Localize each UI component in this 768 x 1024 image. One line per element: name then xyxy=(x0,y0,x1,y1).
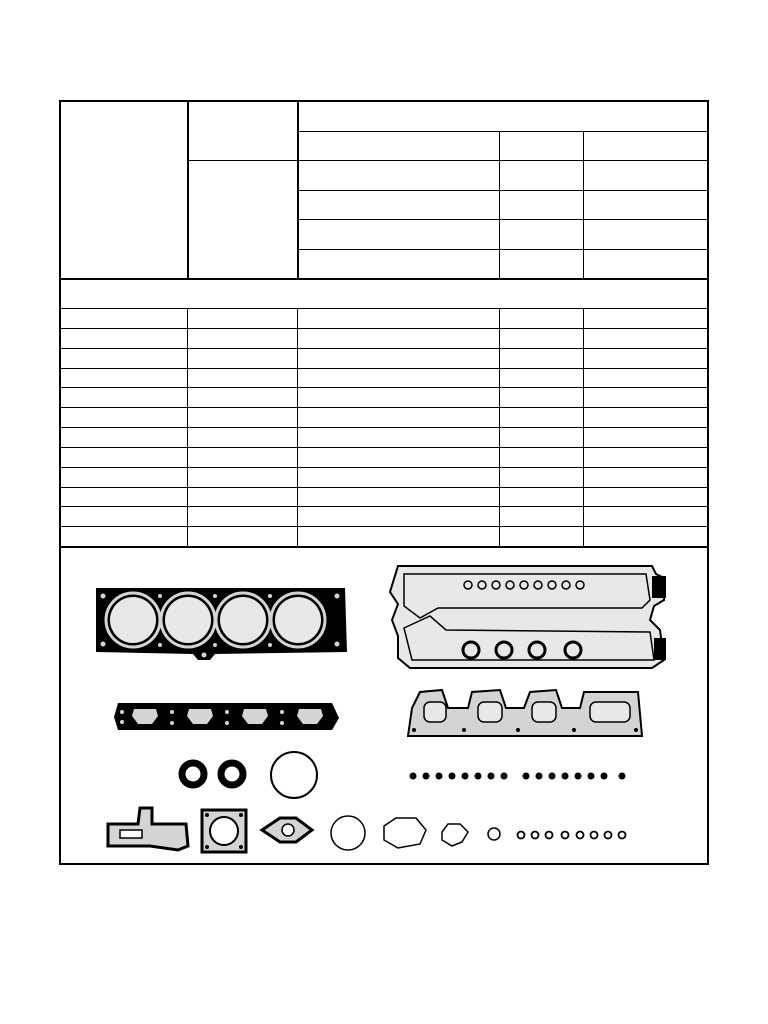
oil-seal-icon xyxy=(182,763,243,785)
valve-stem-seal-icon xyxy=(410,773,626,780)
o-ring-icon xyxy=(518,832,626,839)
water-pump-gasket-icon xyxy=(262,818,312,842)
flange-gasket-icon xyxy=(331,816,500,850)
egr-gasket-icon xyxy=(108,808,188,850)
o-ring-icon xyxy=(271,752,317,798)
cylinder-head-gasket-icon xyxy=(96,588,347,660)
exhaust-manifold-gasket-icon xyxy=(408,690,642,736)
intake-manifold-gasket-icon xyxy=(114,703,339,730)
thermostat-gasket-icon xyxy=(202,810,246,852)
valve-cover-gasket-icon xyxy=(390,566,666,668)
